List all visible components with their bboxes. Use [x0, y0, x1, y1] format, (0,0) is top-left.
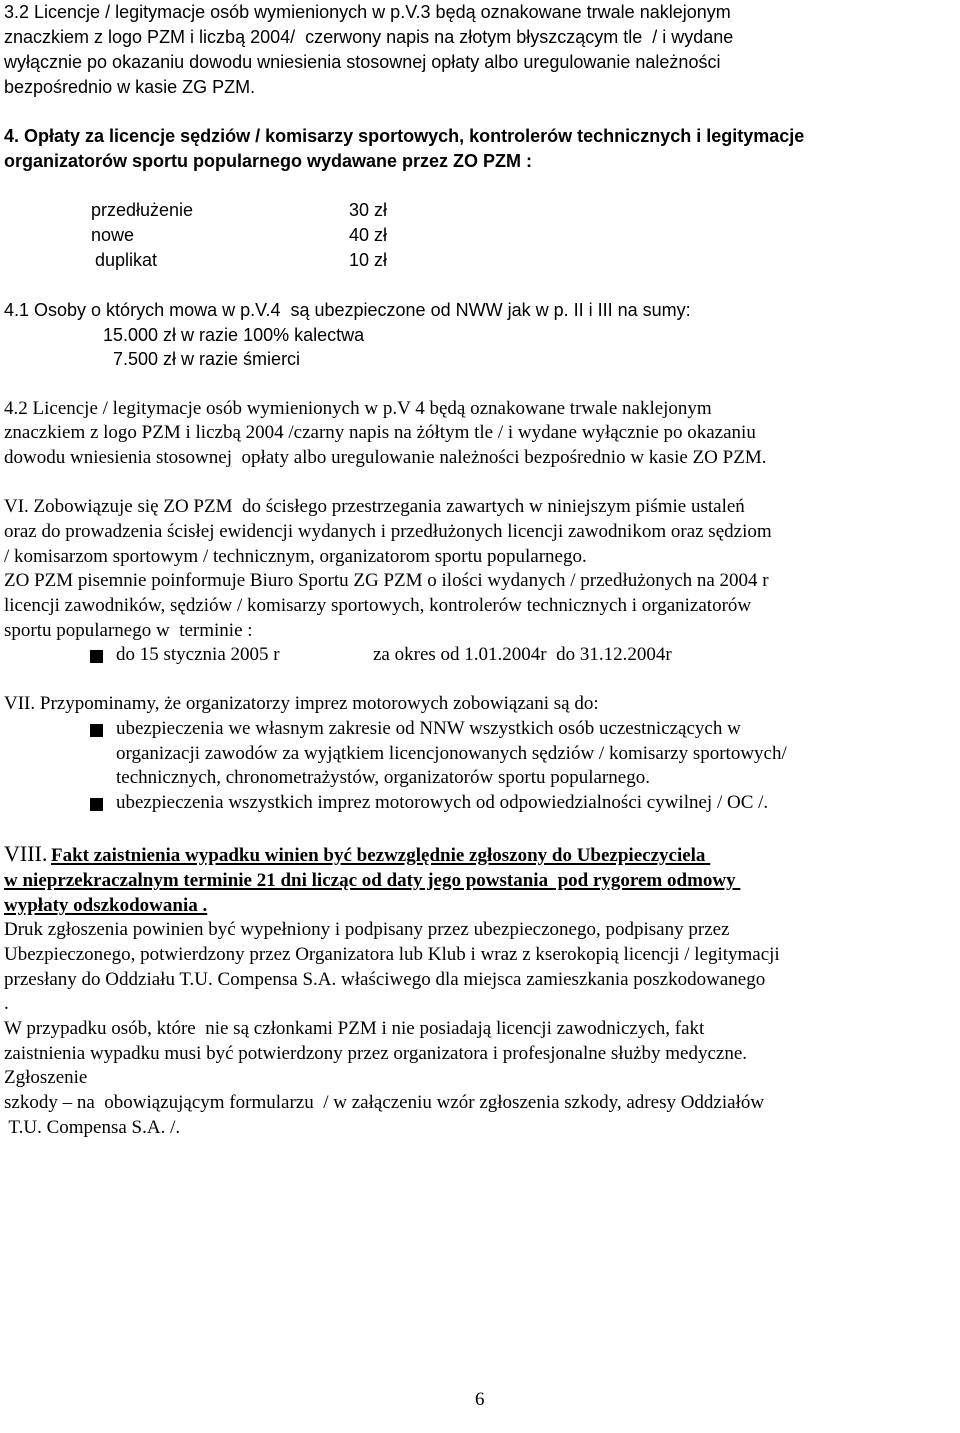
- section-8-line-7: Zgłoszenie: [4, 1067, 88, 1088]
- section-8-numeral: VIII.: [4, 841, 48, 866]
- fee-amount: 40 zł: [349, 225, 388, 245]
- section-6-line-3: / komisarzom sportowym / technicznym, organizatorom sportu popularnego.: [4, 546, 587, 567]
- sum-death: 7.500 zł w razie śmierci: [113, 349, 301, 369]
- paragraph-4-2-line-1: 4.2 Licencje / legitymacje osób wymienionych w p.V 4 będą oznakowane trwale naklejonym: [4, 398, 712, 419]
- fee-amount: 30 zł: [349, 200, 388, 220]
- section-6-line-5: licencji zawodników, sędziów / komisarzy sportowych, kontrolerów technicznych i organizatorów: [4, 595, 752, 616]
- section-7-heading: VII. Przypominamy, że organizatorzy imprez motorowych zobowiązani są do:: [4, 693, 599, 714]
- bullet-icon: [90, 798, 103, 811]
- section-7-bullet-1-line-3: technicznych, chronometrażystów, organizatorów sportu popularnego.: [116, 767, 650, 788]
- section-8-line-8: szkody – na obowiązującym formularzu / w załączeniu wzór zgłoszenia szkody, adresy Oddziałów: [4, 1092, 765, 1113]
- paragraph-4-1: 4.1 Osoby o których mowa w p.V.4 są ubezpieczone od NWW jak w p. II i III na sumy:: [4, 300, 691, 320]
- section-4-heading-line-1: 4. Opłaty za licencje sędziów / komisarzy sportowych, kontrolerów technicznych i legitymacje: [4, 126, 805, 146]
- section-8-line-5: W przypadku osób, które nie są członkami PZM i nie posiadają licencji zawodniczych, fakt: [4, 1018, 705, 1039]
- sum-disability: 15.000 zł w razie 100% kalectwa: [103, 325, 365, 345]
- section-8-line-1: Druk zgłoszenia powinien być wypełniony i podpisany przez ubezpieczonego, podpisany przez: [4, 919, 730, 940]
- reporting-period: za okres od 1.01.2004r do 31.12.2004r: [373, 644, 672, 665]
- page-number: 6: [475, 1389, 485, 1410]
- section-6-line-2: oraz do prowadzenia ścisłej ewidencji wydanych i przedłużonych licencji zawodnikom oraz sędziom: [4, 521, 772, 542]
- bullet-icon: [90, 650, 103, 663]
- paragraph-3-2-line-3: wyłącznie po okazaniu dowodu wniesienia stosownej opłaty albo uregulowanie należności: [4, 52, 721, 72]
- section-8-line-3: przesłany do Oddziału T.U. Compensa S.A. właściwego dla miejsca zamieszkania poszkodowanego: [4, 969, 766, 990]
- section-8-line-9: T.U. Compensa S.A. /.: [4, 1117, 181, 1138]
- section-8-bold-line-1: Fakt zaistnienia wypadku winien być bezwzględnie zgłoszony do Ubezpieczyciela: [51, 845, 711, 866]
- section-8-bold-line-3: wypłaty odszkodowania .: [4, 895, 208, 916]
- paragraph-3-2-line-4: bezpośrednio w kasie ZG PZM.: [4, 77, 256, 97]
- section-8-line-4: .: [4, 993, 9, 1014]
- fee-label: nowe: [91, 225, 135, 245]
- section-4-heading-line-2: organizatorów sportu popularnego wydawane przez ZO PZM :: [4, 151, 533, 171]
- section-6-line-1: VI. Zobowiązuje się ZO PZM do ścisłego przestrzegania zawartych w niniejszym piśmie ustaleń: [4, 496, 745, 517]
- section-6-line-4: ZO PZM pisemnie poinformuje Biuro Sportu ZG PZM o ilości wydanych / przedłużonych na 2004 r: [4, 570, 769, 591]
- section-7-bullet-1-line-1: ubezpieczenia we własnym zakresie od NNW wszystkich osób uczestniczących w: [116, 718, 741, 739]
- fee-label: duplikat: [95, 250, 158, 270]
- section-7-bullet-2: ubezpieczenia wszystkich imprez motorowych od odpowiedzialności cywilnej / OC /.: [116, 792, 769, 813]
- fee-label: przedłużenie: [91, 200, 194, 220]
- paragraph-4-2-line-3: dowodu wniesienia stosownej opłaty albo uregulowanie należności bezpośrednio w kasie ZO PZM.: [4, 447, 767, 468]
- section-8-line-2: Ubezpieczonego, potwierdzony przez Organizatora lub Klub i wraz z kserokopią licencji / legitymacji: [4, 944, 780, 965]
- paragraph-4-2-line-2: znaczkiem z logo PZM i liczbą 2004 /czarny napis na żółtym tle / i wydane wyłącznie po okazaniu: [4, 422, 756, 443]
- deadline-date: do 15 stycznia 2005 r: [116, 644, 280, 665]
- section-6-line-6: sportu popularnego w terminie :: [4, 620, 253, 641]
- fee-amount: 10 zł: [349, 250, 388, 270]
- paragraph-3-2-line-1: 3.2 Licencje / legitymacje osób wymienionych w p.V.3 będą oznakowane trwale naklejonym: [4, 2, 731, 22]
- bullet-icon: [90, 724, 103, 737]
- paragraph-3-2-line-2: znaczkiem z logo PZM i liczbą 2004/ czerwony napis na złotym błyszczącym tle / i wydane: [4, 27, 734, 47]
- section-8-bold-line-2: w nieprzekraczalnym terminie 21 dni licząc od daty jego powstania pod rygorem odmowy: [4, 870, 741, 891]
- section-8-line-6: zaistnienia wypadku musi być potwierdzony przez organizatora i profesjonalne służby medyczne.: [4, 1043, 748, 1064]
- section-7-bullet-1-line-2: organizacji zawodów za wyjątkiem licencjonowanych sędziów / komisarzy sportowych/: [116, 743, 787, 764]
